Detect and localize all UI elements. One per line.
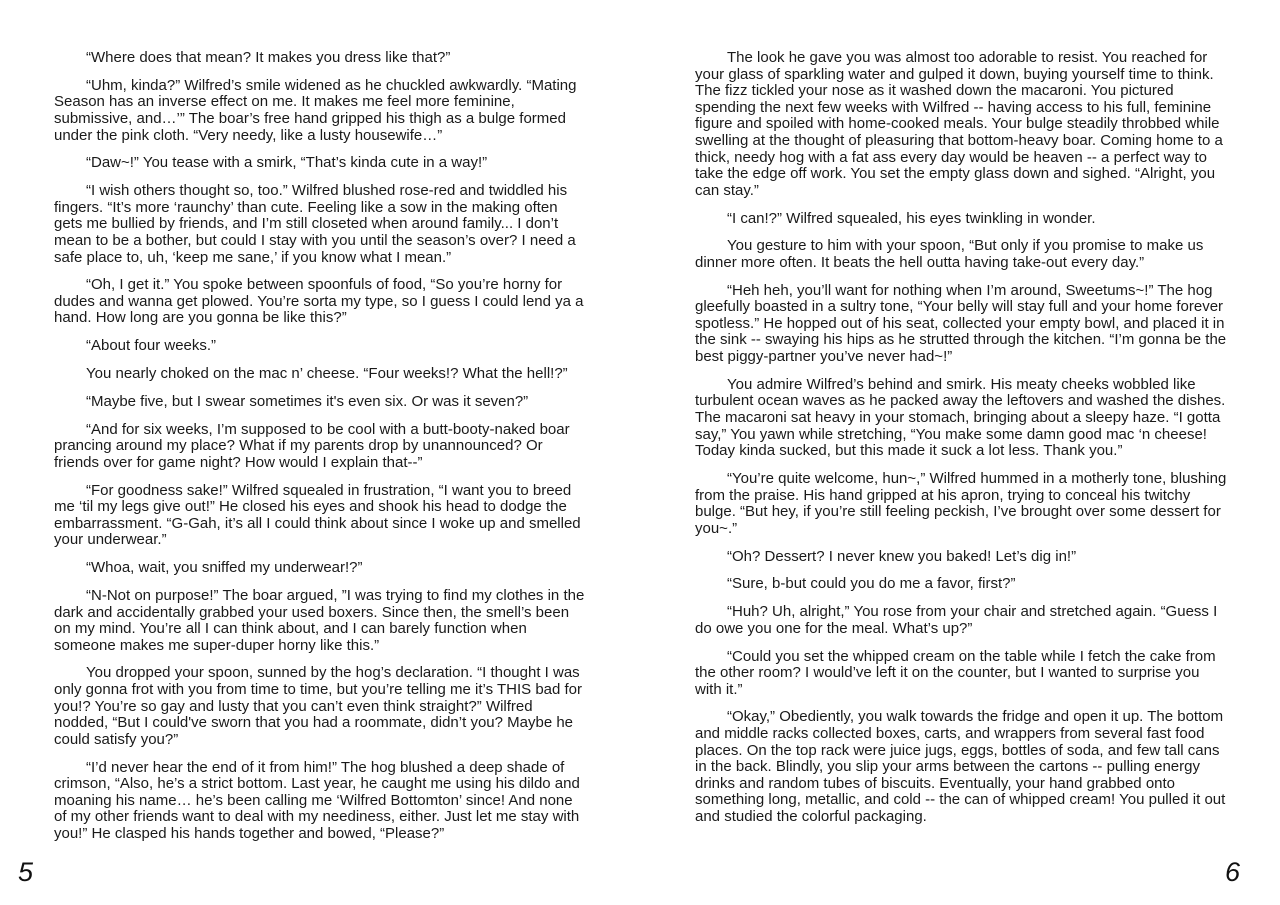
paragraph: “Maybe five, but I swear sometimes it's even six. Or was it seven?” [86,392,529,410]
paragraph: You nearly choked on the mac n’ cheese. “Four weeks!? What the hell!?” [86,365,568,383]
paragraph: “N-Not on purpose!” The boar argued, ”I was trying to find my clothes in the dark and accidentally grabbed your used boxers. Since then, the smell’s been on my mind. You’re all I can think about, and I can barely function when someone makes me super-duper horny like this.” [54,586,585,654]
paragraph: You admire Wilfred’s behind and smirk. His meaty cheeks wobbled like turbulent ocean waves as he packed away the leftovers and washed the dishes. The macaroni sat heavy in your stomach, bringing about a sleepy haze. “I gotta say,” You yawn while stretching, “You make some damn good mac ‘n cheese! Today kinda sucked, but this made it suck a lot less. Thank you.” [695,375,1226,460]
paragraph: “Huh? Uh, alright,” You rose from your chair and stretched again. “Guess I do owe you one for the meal. What’s up?” [695,603,1218,637]
paragraph: “Okay,” Obediently, you walk towards the fridge and open it up. The bottom and middle racks collected boxes, carts, and wrappers from several fast food places. On the top rack were juice jugs, eggs, bottles of soda, and few tall cans in the back. Blindly, you slip your arms between the cartons -- pulling energy drinks and random tubes of biscuits. Eventually, your hand grabbed onto something long, metallic, and cold -- the can of whipped cream! You pulled it out and studied the colorful packaging. [695,708,1226,826]
paragraph: “Oh, I get it.” You spoke between spoonfuls of food, “So you’re horny for dudes and wanna get plowed. You’re sorta my type, so I guess I could lend ya a hand. How long are you gonna be like this?” [54,276,584,327]
paragraph: You gesture to him with your spoon, “But only if you promise to make us dinner more often. It beats the hell outta having take-out every day.” [695,237,1204,271]
paragraph: “Oh? Dessert? I never knew you baked! Let’s dig in!” [727,547,1077,565]
paragraph: “And for six weeks, I’m supposed to be cool with a butt-booty-naked boar prancing around my place? What if my parents drop by unannounced? Or friends over for game night? How would I explain that--” [54,420,570,471]
paragraph: “Where does that mean? It makes you dress like that?” [86,49,451,66]
paragraph: “I wish others thought so, too.” Wilfred blushed rose-red and twiddled his fingers. “It’s more ‘raunchy’ than cute. Feeling like a sow in the making often gets me bullied by friends, and I’m still closeted when around family... I don’t mean to be a bother, but could I stay with you until the season’s over? I need a safe place to, uh, ‘keep me sane,’ if you know what I mean.” [54,182,576,266]
paragraph: You dropped your spoon, sunned by the hog’s declaration. “I thought I was only gonna frot with you from time to time, but you’re telling me it’s THIS bad for you!? You’re so gay and lusty that you can’t even think straight?” Wilfred nodded, “But I could've sworn that you had a roommate, didn’t you? Maybe he could satisfy you?” [54,664,583,748]
paragraph: The look he gave you was almost too adorable to resist. You reached for your glass of sparkling water and gulped it down, buying yourself time to think. The fizz tickled your nose as it washed down the macaroni. You pictured spending the next few weeks with Wilfred -- having access to his full, feminine figure and spoiled with home-cooked meals. Your bulge steadily throbbed while swelling at the thought of pleasuring that bottom-heavy boar. Coming home to a thick, needy hog with a fat ass every day would be heaven -- a perfect way to take the edge off work. You set the empty glass down and sighed. “Alright, you can stay.” [695,49,1223,199]
paragraph: “Could you set the whipped cream on the table while I fetch the cake from the other room? I would’ve left it on the counter, but I wanted to surprise you with it.” [695,647,1216,698]
right-page-text [695,50,1230,837]
left-page-text [54,50,586,854]
paragraph: “Daw~!” You tease with a smirk, “That’s kinda cute in a way!” [86,154,488,172]
paragraph: “For goodness sake!” Wilfred squealed in frustration, “I want you to breed me ‘til my legs give out!” He closed his eyes and shook his head to dodge the embarrassment. “G-Gah, it’s all I could think about since I woke up and smelled your underwear.” [54,481,581,549]
paragraph: “Uhm, kinda?” Wilfred’s smile widened as he chuckled awkwardly. “Mating Season has an inverse effect on me. It makes me feel more feminine, submissive, and…’” The boar’s free hand gripped his thigh as a bulge formed under the pink cloth. “Very needy, like a lusty housewife…” [54,76,577,144]
paragraph: “Sure, b-but could you do me a favor, first?” [727,575,1016,593]
paragraph: “I’d never hear the end of it from him!” The hog blushed a deep shade of crimson, “Also, he’s a strict bottom. Last year, he caught me using his dildo and moaning his name… he’s been calling me ‘Wilfred Bottomton’ since! And none of my other friends want to deal with my neediness, either. Just let me stay with you!” He clasped his hands together and bowed, “Please?” [54,758,580,842]
page-number-right: 6 [1225,857,1241,887]
paragraph: “I can!?” Wilfred squealed, his eyes twinkling in wonder. [727,209,1096,227]
paragraph: “You’re quite welcome, hun~,” Wilfred hummed in a motherly tone, blushing from the praise. His hand gripped at his apron, trying to conceal his twitchy bulge. “But hey, if you’re still feeling peckish, I’ve brought over some dessert for you~.” [695,470,1227,537]
paragraph: “Heh heh, you’ll want for nothing when I’m around, Sweetums~!” The hog gleefully boasted in a sultry tone, “Your belly will stay full and your home forever spotless.” He hopped out of his seat, collected your empty bowl, and placed it in the sink -- swaying his hips as he strutted through the kitchen. “I’m gonna be the best piggy-partner you’ve never had~!” [695,281,1227,366]
paragraph: “About four weeks.” [86,337,217,355]
page-number-left: 5 [18,857,34,887]
paragraph: “Whoa, wait, you sniffed my underwear!?” [86,559,363,577]
